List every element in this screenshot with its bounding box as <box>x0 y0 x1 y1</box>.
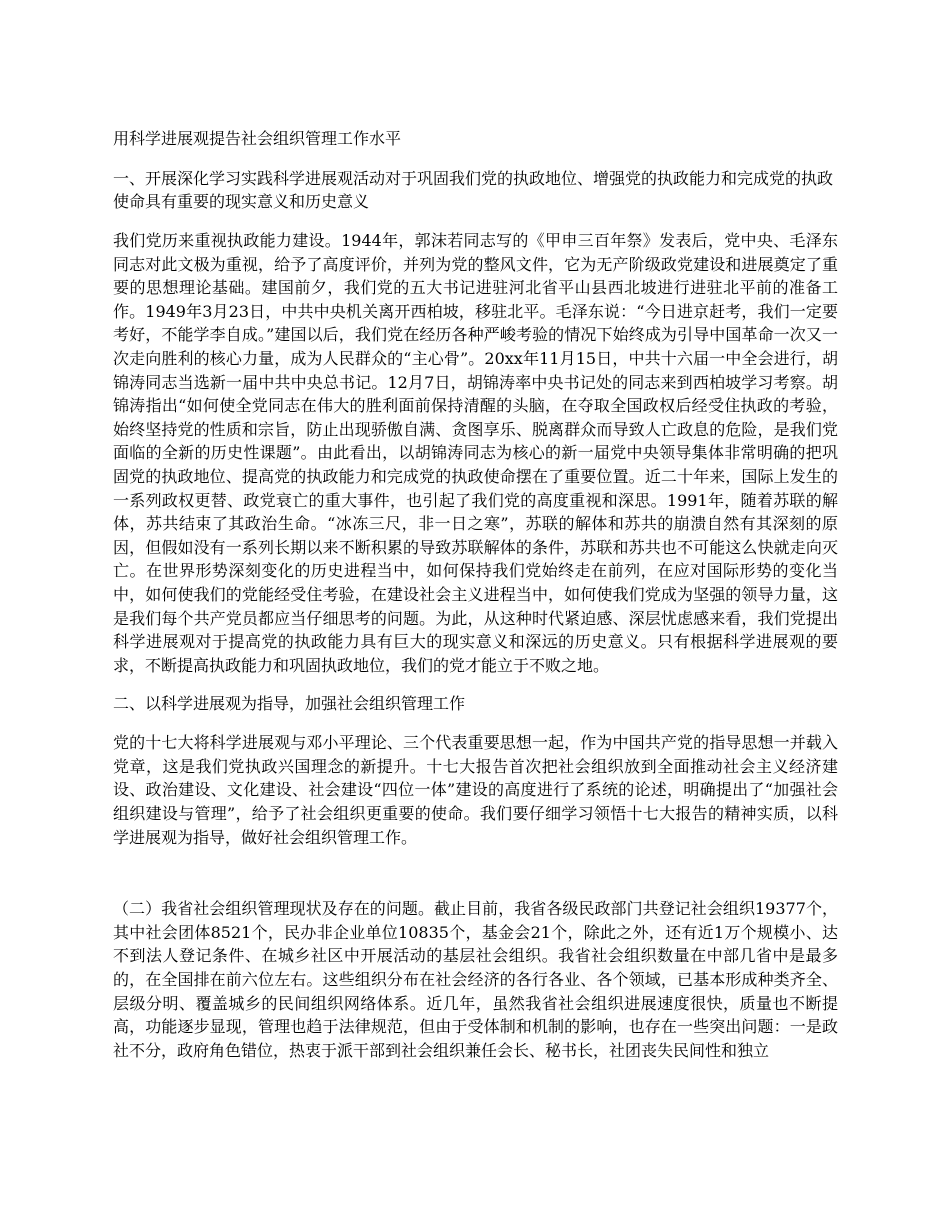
document-title: 用科学进展观提告社会组织管理工作水平 <box>113 129 402 148</box>
section-heading-1: 一、开展深化学习实践科学进展观活动对于巩固我们党的执政地位、增强党的执政能力和完成党的执政使命具有重要的现实意义和历史意义 <box>113 169 834 211</box>
section-heading-2: 二、以科学进展观为指导，加强社会组织管理工作 <box>113 694 466 714</box>
section-paragraph-1: 我们党历来重视执政能力建设。1944年，郭沫若同志写的《甲申三百年祭》发表后，党中央、毛泽东同志对此文极为重视，给予了高度评价，并列为党的整风文件，它为无产阶级政党建设和进展奠定了重要的思想理论基础。建国前夕，我们党的五大书记进驻河北省平山县西北坡进行进驻北平前的准备工作。1949年3月23日，中共中央机关离开西柏坡，移驻北平。毛泽东说：“今日进京赶考，我们一定要考好，不能学李自成。”建国以后，我们党在经历各种严峻考验的情况下始终成为引导中国革命一次又一次走向胜利的核心力量，成为人民群众的“主心骨”。20xx年11月15日，中共十六届一中全会进行，胡锦涛同志当选新一届中共中央总书记。12月7日，胡锦涛率中央书记处的同志来到西柏坡学习考察。胡锦涛指出“如何使全党同志在伟大的胜利面前保持清醒的头脑，在夺取全国政权后经受住执政的考验，始终坚持党的性质和宗旨，防止出现骄傲自满、贪图享乐、脱离群众而导致人亡政息的危险，是我们党面临的全新的历史性课题”。由此看出，以胡锦涛同志为核心的新一届党中央领导集体非常明确的把巩固党的执政地位、提高党的执政能力和完成党的执政使命摆在了重要位置。近二十年来，国际上发生的一系列政权更替、政党衰亡的重大事件，也引起了我们党的高度重视和深思。1991年，随着苏联的解体，苏共结束了其政治生命。“冰冻三尺，非一日之寒”，苏联的解体和苏共的崩溃自然有其深刻的原因，但假如没有一系列长期以来不断积累的导致苏联解体的条件，苏联和苏共也不可能这么快就走向灭亡。在世界形势深刻变化的历史进程当中，如何保持我们党始终走在前列，在应对国际形势的变化当中，如何使我们的党能经受住考验，在建设社会主义进程当中，如何使我们党成为坚强的领导力量，这是我们每个共产党员都应当仔细思考的问题。为此，从这种时代紧迫感、深层忧虑感来看，我们党提出科学进展观对于提高党的执政能力具有巨大的现实意义和深远的历史意义。只有根据科学进展观的要求，不断提高执政能力和巩固执政地位，我们的党才能立于不败之地。 <box>113 231 838 675</box>
section-paragraph-2: 党的十七大将科学进展观与邓小平理论、三个代表重要思想一起，作为中国共产党的指导思想一并载入党章，这是我们党执政兴国理念的新提升。十七大报告首次把社会组织放到全面推动社会主义经济建设、政治建设、文化建设、社会建设“四位一体”建设的高度进行了系统的论述，明确提出了“加强社会组织建设与管理”，给予了社会组织更重要的使命。我们要仔细学习领悟十七大报告的精神实质，以科学进展观为指导，做好社会组织管理工作。 <box>113 733 838 847</box>
section-paragraph-3: （二）我省社会组织管理现状及存在的问题。截止目前，我省各级民政部门共登记社会组织19377个，其中社会团体8521个，民办非企业单位10835个，基金会21个，除此之外，还有近1万个规模小、达不到法人登记条件、在城乡社区中开展活动的基层社会组织。我省社会组织数量在中部几省中是最多的，在全国排在前六位左右。这些组织分布在社会经济的各行各业、各个领域，已基本形成种类齐全、层级分明、覆盖城乡的民间组织网络体系。近几年，虽然我省社会组织进展速度很快，质量也不断提高，功能逐步显现，管理也趋于法律规范，但由于受体制和机制的影响，也存在一些突出问题：一是政社不分，政府角色错位，热衷于派干部到社会组织兼任会长、秘书长，社团丧失民间性和独立 <box>113 899 838 1060</box>
